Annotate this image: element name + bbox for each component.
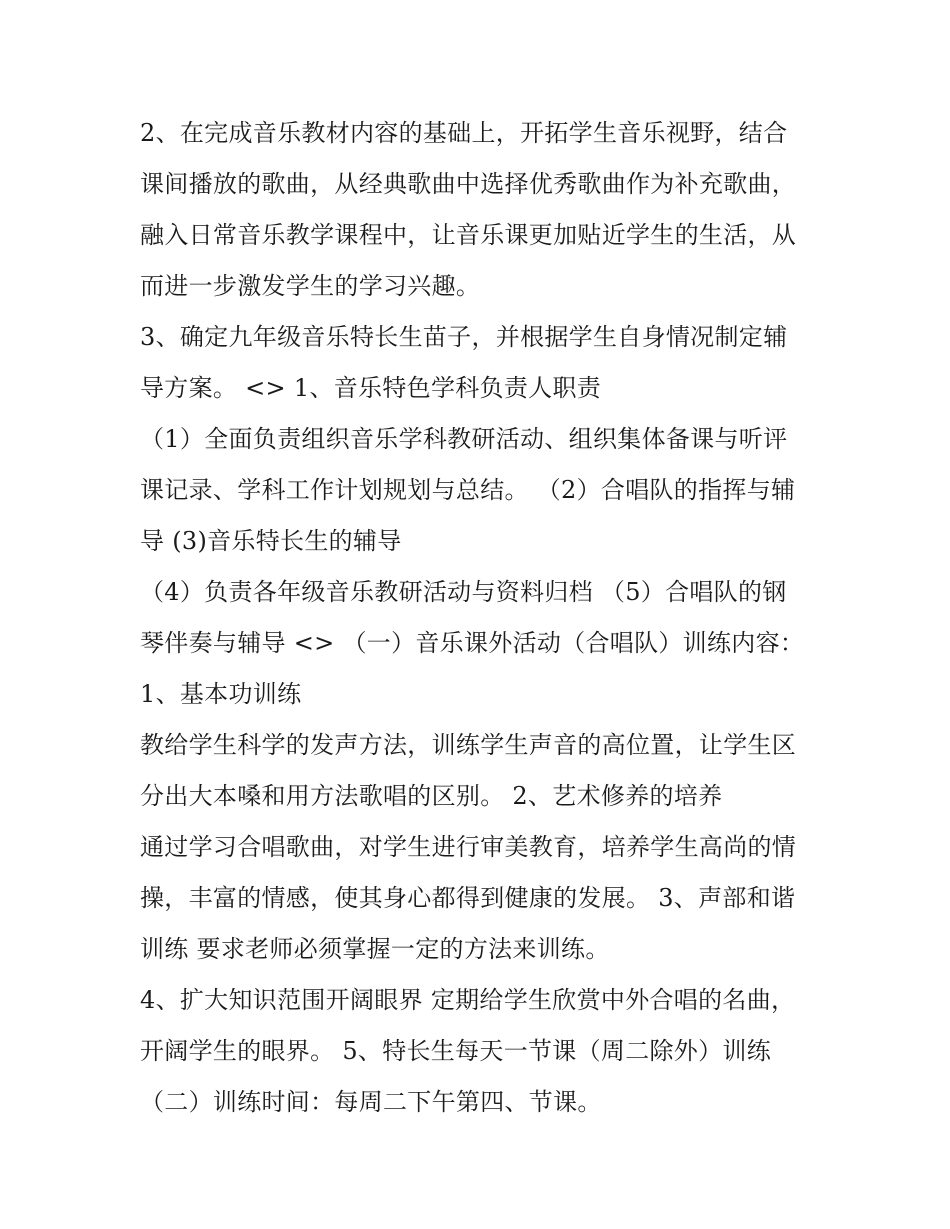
text-line: 开阔学生的眼界。 5、特长生每天一节课（周二除外）训练 (140, 1037, 771, 1065)
text-line: （4）负责各年级音乐教研活动与资料归档 （5）合唱队的钢 (140, 578, 787, 606)
text-line: 导方案。 <> 1、音乐特色学科负责人职责 (140, 374, 602, 402)
document-body (140, 108, 830, 1128)
text-line: 2、在完成音乐教材内容的基础上，开拓学生音乐视野，结合 (140, 119, 788, 147)
text-line: 3、确定九年级音乐特长生苗子，并根据学生自身情况制定辅 (140, 323, 788, 351)
text-line: 琴伴奏与辅导 <> （一）音乐课外活动（合唱队）训练内容： (140, 629, 805, 657)
text-line: （1）全面负责组织音乐学科教研活动、组织集体备课与听评 (140, 425, 788, 453)
text-line: 训练 要求老师必须掌握一定的方法来训练。 (140, 935, 610, 963)
text-line: 4、扩大知识范围开阔眼界 定期给学生欣赏中外合唱的名曲， (140, 986, 796, 1014)
text-line: 操，丰富的情感，使其身心都得到健康的发展。 3、声部和谐 (140, 884, 796, 912)
text-line: 导 (3)音乐特长生的辅导 (140, 527, 402, 555)
text-line: 融入日常音乐教学课程中，让音乐课更加贴近学生的生活，从 (140, 221, 797, 249)
text-line: 通过学习合唱歌曲，对学生进行审美教育，培养学生高尚的情 (140, 833, 797, 861)
text-line: 教给学生科学的发声方法，训练学生声音的高位置，让学生区 (140, 731, 797, 759)
text-line: 而进一步激发学生的学习兴趣。 (140, 272, 481, 300)
text-line: 课间播放的歌曲，从经典歌曲中选择优秀歌曲作为补充歌曲， (140, 170, 797, 198)
text-line: 1、基本功训练 (140, 680, 302, 708)
text-line: （二）训练时间：每周二下午第四、节课。 (140, 1088, 602, 1116)
text-line: 分出大本嗓和用方法歌唱的区别。 2、艺术修养的培养 (140, 782, 723, 810)
text-line: 课记录、学科工作计划规划与总结。 （2）合唱队的指挥与辅 (140, 476, 796, 504)
